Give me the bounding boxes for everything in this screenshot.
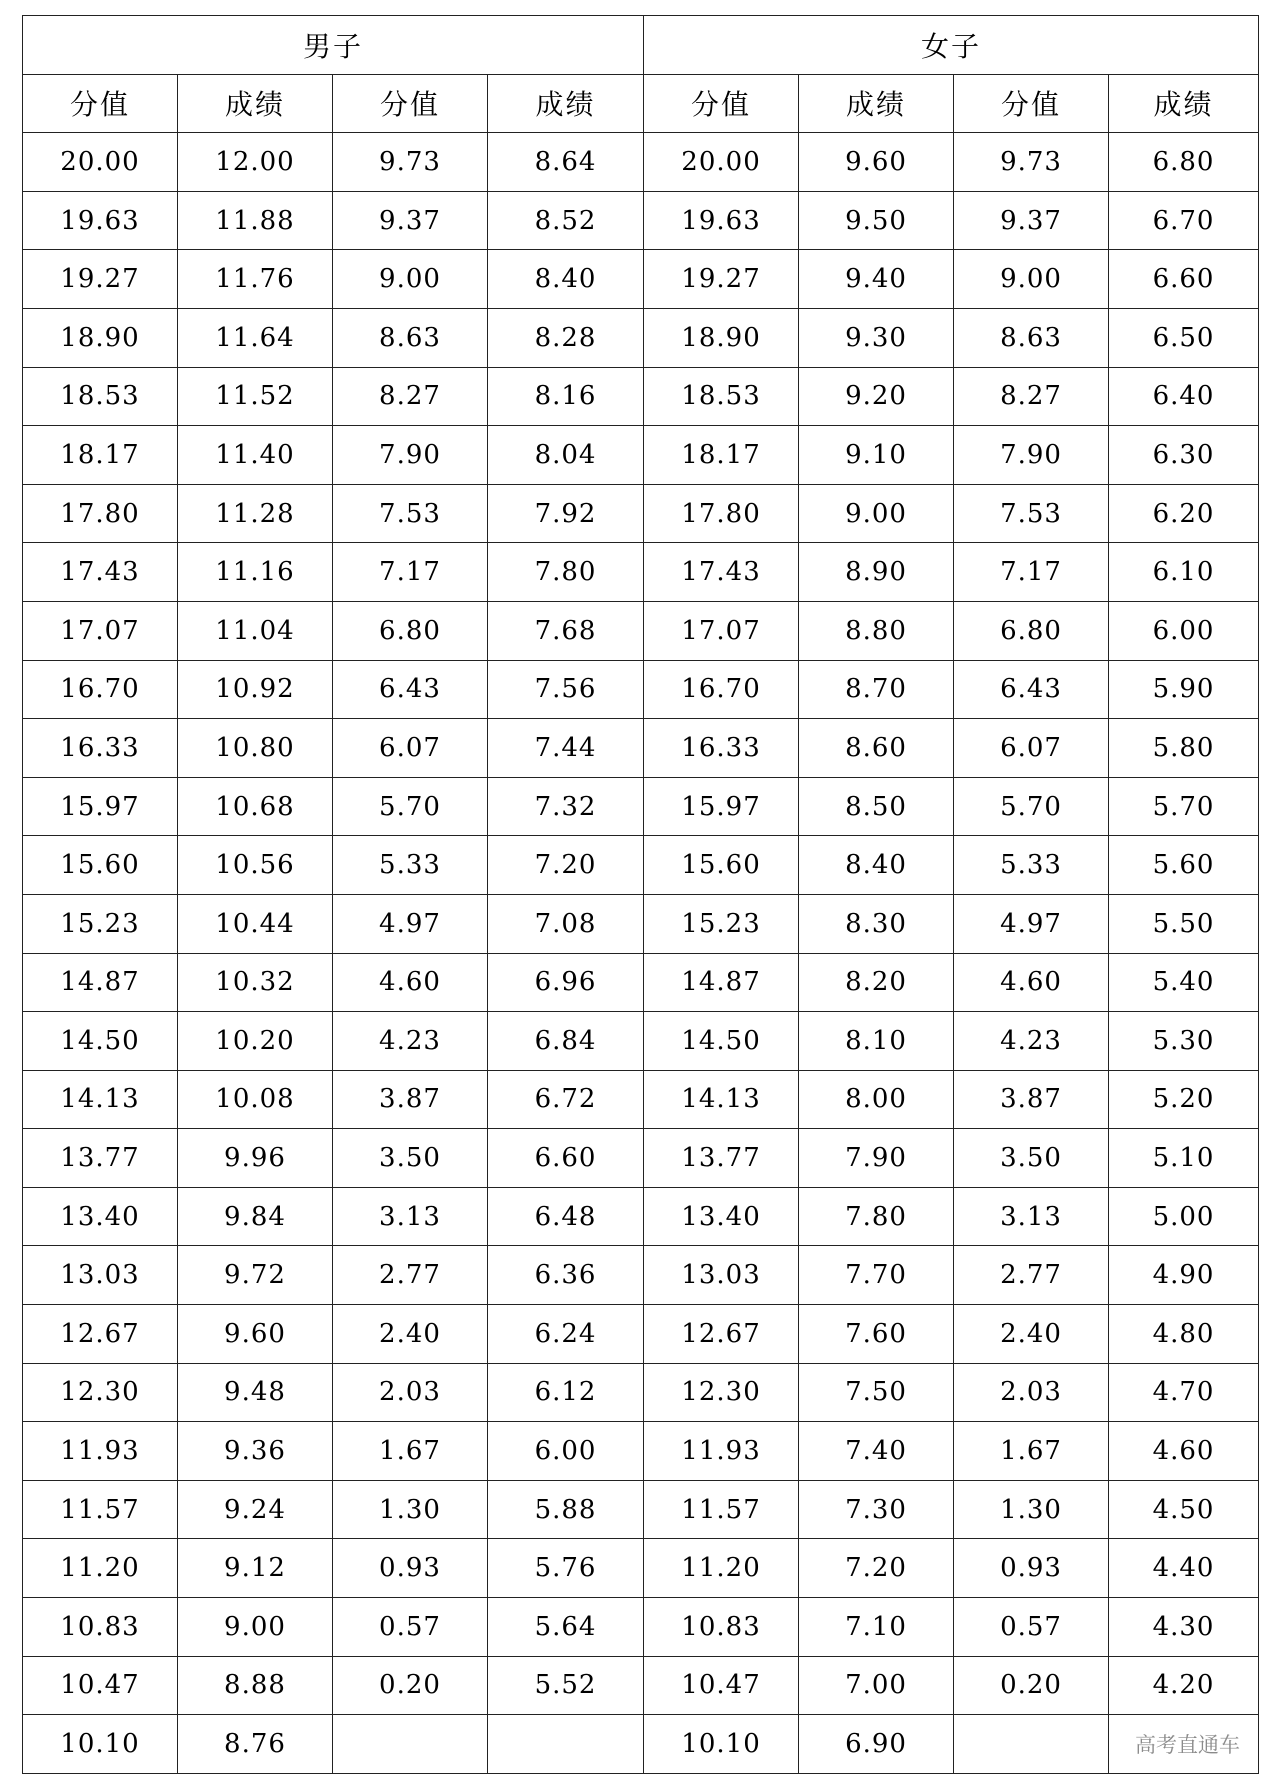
table-cell: 5.90 — [1109, 660, 1259, 719]
table-cell: 12.67 — [23, 1305, 178, 1364]
table-cell: 2.03 — [333, 1363, 488, 1422]
table-cell: 15.97 — [644, 777, 799, 836]
column-header: 成绩 — [1109, 74, 1259, 133]
table-cell: 6.60 — [488, 1129, 644, 1188]
table-cell: 14.87 — [23, 953, 178, 1012]
table-cell: 11.93 — [23, 1422, 178, 1481]
table-row — [23, 601, 1259, 660]
table-cell: 9.10 — [799, 426, 954, 485]
table-cell: 10.83 — [23, 1598, 178, 1657]
table-cell: 3.50 — [954, 1129, 1109, 1188]
table-cell: 17.07 — [644, 601, 799, 660]
table-cell: 15.97 — [23, 777, 178, 836]
table-cell: 6.90 — [799, 1715, 954, 1774]
table-row — [23, 894, 1259, 953]
table-cell: 4.60 — [333, 953, 488, 1012]
table-cell: 8.00 — [799, 1070, 954, 1129]
table-cell: 18.17 — [23, 426, 178, 485]
table-cell: 10.44 — [178, 894, 333, 953]
table-cell: 7.53 — [954, 484, 1109, 543]
table-cell: 11.20 — [23, 1539, 178, 1598]
table-cell: 1.30 — [333, 1480, 488, 1539]
table-cell: 11.40 — [178, 426, 333, 485]
table-cell: 5.20 — [1109, 1070, 1259, 1129]
table-row — [23, 250, 1259, 309]
table-cell: 11.52 — [178, 367, 333, 426]
table-cell: 5.70 — [333, 777, 488, 836]
table-cell: 17.07 — [23, 601, 178, 660]
table-cell: 7.08 — [488, 894, 644, 953]
table-row — [23, 1656, 1259, 1715]
table-cell: 19.63 — [644, 191, 799, 250]
table-cell: 9.00 — [799, 484, 954, 543]
table-cell: 3.13 — [333, 1187, 488, 1246]
table-cell: 13.77 — [644, 1129, 799, 1188]
table-cell: 5.33 — [954, 836, 1109, 895]
table-cell: 8.27 — [954, 367, 1109, 426]
table-cell: 7.20 — [799, 1539, 954, 1598]
table-cell: 15.23 — [644, 894, 799, 953]
table-cell: 10.08 — [178, 1070, 333, 1129]
table-cell: 14.50 — [644, 1012, 799, 1071]
table-cell: 8.16 — [488, 367, 644, 426]
table-cell: 7.90 — [799, 1129, 954, 1188]
table-cell: 10.68 — [178, 777, 333, 836]
table-cell: 11.93 — [644, 1422, 799, 1481]
table-cell: 2.40 — [333, 1305, 488, 1364]
table-cell: 5.76 — [488, 1539, 644, 1598]
table-cell: 6.48 — [488, 1187, 644, 1246]
table-row — [23, 836, 1259, 895]
table-cell: 0.57 — [954, 1598, 1109, 1657]
table-cell: 4.97 — [333, 894, 488, 953]
table-row — [23, 484, 1259, 543]
table-cell: 2.40 — [954, 1305, 1109, 1364]
table-cell: 17.43 — [23, 543, 178, 602]
table-cell: 5.64 — [488, 1598, 644, 1657]
table-cell: 6.12 — [488, 1363, 644, 1422]
table-cell: 7.90 — [333, 426, 488, 485]
table-cell: 11.28 — [178, 484, 333, 543]
table-row — [23, 660, 1259, 719]
table-cell: 9.96 — [178, 1129, 333, 1188]
table-cell: 8.63 — [333, 308, 488, 367]
table-cell: 18.90 — [23, 308, 178, 367]
table-cell: 4.40 — [1109, 1539, 1259, 1598]
table-cell: 16.70 — [644, 660, 799, 719]
table-cell: 4.97 — [954, 894, 1109, 953]
table-cell: 9.00 — [178, 1598, 333, 1657]
table-cell: 9.73 — [954, 133, 1109, 192]
table-cell: 8.40 — [488, 250, 644, 309]
table-cell: 7.17 — [333, 543, 488, 602]
table-cell: 11.76 — [178, 250, 333, 309]
table-cell: 10.92 — [178, 660, 333, 719]
table-cell: 9.50 — [799, 191, 954, 250]
table-cell: 7.70 — [799, 1246, 954, 1305]
table-row — [23, 1480, 1259, 1539]
table-cell: 17.80 — [23, 484, 178, 543]
table-cell: 6.10 — [1109, 543, 1259, 602]
table-cell: 0.57 — [333, 1598, 488, 1657]
table-row — [23, 1129, 1259, 1188]
table-cell: 7.92 — [488, 484, 644, 543]
table-row — [23, 1246, 1259, 1305]
table-cell: 1.67 — [954, 1422, 1109, 1481]
table-cell: 10.80 — [178, 719, 333, 778]
table-cell: 13.77 — [23, 1129, 178, 1188]
table-row — [23, 1070, 1259, 1129]
table-cell: 7.17 — [954, 543, 1109, 602]
table-cell: 6.00 — [1109, 601, 1259, 660]
table-cell: 15.60 — [23, 836, 178, 895]
table-cell: 4.23 — [954, 1012, 1109, 1071]
column-header: 分值 — [954, 74, 1109, 133]
table-cell: 8.30 — [799, 894, 954, 953]
table-cell: 6.60 — [1109, 250, 1259, 309]
table-cell: 5.88 — [488, 1480, 644, 1539]
table-cell: 17.43 — [644, 543, 799, 602]
table-cell: 9.60 — [178, 1305, 333, 1364]
table-cell: 5.70 — [1109, 777, 1259, 836]
table-cell: 5.80 — [1109, 719, 1259, 778]
table-cell — [333, 1715, 488, 1774]
table-cell: 6.00 — [488, 1422, 644, 1481]
table-cell: 6.40 — [1109, 367, 1259, 426]
table-cell: 16.33 — [644, 719, 799, 778]
table-cell: 20.00 — [23, 133, 178, 192]
table-cell: 6.80 — [954, 601, 1109, 660]
table-cell: 7.80 — [488, 543, 644, 602]
column-header: 分值 — [644, 74, 799, 133]
table-cell: 5.00 — [1109, 1187, 1259, 1246]
table-row — [23, 1363, 1259, 1422]
table-row — [23, 308, 1259, 367]
table-cell: 6.70 — [1109, 191, 1259, 250]
table-cell: 14.50 — [23, 1012, 178, 1071]
table-cell — [488, 1715, 644, 1774]
table-cell: 15.23 — [23, 894, 178, 953]
table-cell: 0.93 — [954, 1539, 1109, 1598]
table-cell: 7.56 — [488, 660, 644, 719]
table-cell: 2.77 — [954, 1246, 1109, 1305]
table-cell: 7.68 — [488, 601, 644, 660]
table-cell: 11.04 — [178, 601, 333, 660]
table-cell: 6.43 — [333, 660, 488, 719]
table-row — [23, 1539, 1259, 1598]
table-cell: 18.53 — [644, 367, 799, 426]
table-cell: 7.40 — [799, 1422, 954, 1481]
table-cell: 4.60 — [1109, 1422, 1259, 1481]
table-cell: 11.57 — [644, 1480, 799, 1539]
table-cell: 11.20 — [644, 1539, 799, 1598]
group-male: 男子 — [23, 16, 644, 75]
table-cell: 7.44 — [488, 719, 644, 778]
table-row — [23, 1305, 1259, 1364]
table-cell: 6.80 — [1109, 133, 1259, 192]
table-cell: 6.36 — [488, 1246, 644, 1305]
table-cell: 6.50 — [1109, 308, 1259, 367]
table-cell: 11.57 — [23, 1480, 178, 1539]
table-cell: 1.67 — [333, 1422, 488, 1481]
table-cell: 8.80 — [799, 601, 954, 660]
table-cell: 14.13 — [644, 1070, 799, 1129]
table-cell: 7.53 — [333, 484, 488, 543]
table-cell: 12.30 — [644, 1363, 799, 1422]
table-cell: 9.37 — [954, 191, 1109, 250]
table-cell: 19.27 — [23, 250, 178, 309]
table-cell: 9.60 — [799, 133, 954, 192]
table-cell: 5.10 — [1109, 1129, 1259, 1188]
table-cell: 10.83 — [644, 1598, 799, 1657]
table-row — [23, 1187, 1259, 1246]
column-header: 成绩 — [178, 74, 333, 133]
table-cell: 8.40 — [799, 836, 954, 895]
table-cell: 9.40 — [799, 250, 954, 309]
table-row — [23, 1012, 1259, 1071]
table-cell: 8.76 — [178, 1715, 333, 1774]
table-cell: 7.10 — [799, 1598, 954, 1657]
table-cell: 9.00 — [954, 250, 1109, 309]
table-row — [23, 426, 1259, 485]
table-cell: 4.20 — [1109, 1656, 1259, 1715]
column-header: 分值 — [333, 74, 488, 133]
table-cell: 15.60 — [644, 836, 799, 895]
table-cell: 8.20 — [799, 953, 954, 1012]
table-cell: 4.60 — [954, 953, 1109, 1012]
column-header-row — [23, 74, 1259, 133]
table-cell: 10.32 — [178, 953, 333, 1012]
table-cell: 7.00 — [799, 1656, 954, 1715]
table-cell: 4.80 — [1109, 1305, 1259, 1364]
table-cell: 11.88 — [178, 191, 333, 250]
table-cell: 17.80 — [644, 484, 799, 543]
table-cell: 5.52 — [488, 1656, 644, 1715]
table-cell: 10.47 — [644, 1656, 799, 1715]
group-female: 女子 — [644, 16, 1259, 75]
table-cell: 6.07 — [954, 719, 1109, 778]
table-cell: 7.30 — [799, 1480, 954, 1539]
table-body — [23, 16, 1259, 1774]
table-cell: 11.16 — [178, 543, 333, 602]
table-row — [23, 367, 1259, 426]
table-cell: 4.50 — [1109, 1480, 1259, 1539]
table-cell: 13.03 — [23, 1246, 178, 1305]
table-cell: 9.12 — [178, 1539, 333, 1598]
table-cell: 16.70 — [23, 660, 178, 719]
table-cell: 9.48 — [178, 1363, 333, 1422]
table-cell: 4.90 — [1109, 1246, 1259, 1305]
table-cell: 8.52 — [488, 191, 644, 250]
table-cell: 7.90 — [954, 426, 1109, 485]
table-cell: 5.40 — [1109, 953, 1259, 1012]
table-cell: 5.30 — [1109, 1012, 1259, 1071]
table-row — [23, 1598, 1259, 1657]
table-cell: 7.80 — [799, 1187, 954, 1246]
table-cell: 9.30 — [799, 308, 954, 367]
table-cell: 8.10 — [799, 1012, 954, 1071]
table-cell: 8.50 — [799, 777, 954, 836]
table-cell: 6.43 — [954, 660, 1109, 719]
table-row — [23, 953, 1259, 1012]
table-cell: 9.84 — [178, 1187, 333, 1246]
table-cell — [954, 1715, 1109, 1774]
table-cell: 18.53 — [23, 367, 178, 426]
table-cell: 12.00 — [178, 133, 333, 192]
table-cell: 9.00 — [333, 250, 488, 309]
table-cell: 9.36 — [178, 1422, 333, 1481]
table-cell: 8.63 — [954, 308, 1109, 367]
table-cell: 1.30 — [954, 1480, 1109, 1539]
table-cell: 3.87 — [333, 1070, 488, 1129]
table-cell: 2.77 — [333, 1246, 488, 1305]
table-cell: 6.30 — [1109, 426, 1259, 485]
watermark-text: 高考直通车 — [1135, 1733, 1241, 1758]
table-cell: 16.33 — [23, 719, 178, 778]
table-row — [23, 133, 1259, 192]
table-cell: 14.13 — [23, 1070, 178, 1129]
table-row — [23, 777, 1259, 836]
table-cell: 7.20 — [488, 836, 644, 895]
table-cell: 6.24 — [488, 1305, 644, 1364]
table-cell: 8.60 — [799, 719, 954, 778]
table-cell: 5.33 — [333, 836, 488, 895]
table-cell: 5.60 — [1109, 836, 1259, 895]
table-cell: 10.20 — [178, 1012, 333, 1071]
table-cell: 8.04 — [488, 426, 644, 485]
table-row — [23, 543, 1259, 602]
table-cell: 9.20 — [799, 367, 954, 426]
table-cell: 9.37 — [333, 191, 488, 250]
table-cell: 4.30 — [1109, 1598, 1259, 1657]
table-cell: 6.72 — [488, 1070, 644, 1129]
table-cell: 13.03 — [644, 1246, 799, 1305]
column-header: 分值 — [23, 74, 178, 133]
table-cell: 12.67 — [644, 1305, 799, 1364]
table-cell: 10.47 — [23, 1656, 178, 1715]
table-cell: 11.64 — [178, 308, 333, 367]
table-row — [23, 1422, 1259, 1481]
table-cell: 19.63 — [23, 191, 178, 250]
table-cell: 8.27 — [333, 367, 488, 426]
table-row — [23, 191, 1259, 250]
table-cell — [1109, 1715, 1259, 1774]
table-cell: 10.56 — [178, 836, 333, 895]
table-cell: 6.80 — [333, 601, 488, 660]
table-cell: 9.73 — [333, 133, 488, 192]
table-cell: 18.17 — [644, 426, 799, 485]
table-row — [23, 719, 1259, 778]
table-cell: 0.20 — [333, 1656, 488, 1715]
table-cell: 18.90 — [644, 308, 799, 367]
table-cell: 0.93 — [333, 1539, 488, 1598]
table-cell: 3.13 — [954, 1187, 1109, 1246]
table-cell: 5.70 — [954, 777, 1109, 836]
table-cell: 7.60 — [799, 1305, 954, 1364]
table-cell: 9.72 — [178, 1246, 333, 1305]
group-header-row — [23, 16, 1259, 75]
table-cell: 6.20 — [1109, 484, 1259, 543]
table-cell: 3.87 — [954, 1070, 1109, 1129]
table-cell: 19.27 — [644, 250, 799, 309]
table-cell: 6.96 — [488, 953, 644, 1012]
table-row — [23, 1715, 1259, 1774]
table-cell: 4.23 — [333, 1012, 488, 1071]
table-cell: 8.28 — [488, 308, 644, 367]
table-cell: 10.10 — [23, 1715, 178, 1774]
table-cell: 3.50 — [333, 1129, 488, 1188]
table-cell: 12.30 — [23, 1363, 178, 1422]
table-cell: 6.84 — [488, 1012, 644, 1071]
table-cell: 4.70 — [1109, 1363, 1259, 1422]
table-cell: 8.70 — [799, 660, 954, 719]
table-cell: 8.90 — [799, 543, 954, 602]
table-cell: 8.88 — [178, 1656, 333, 1715]
column-header: 成绩 — [799, 74, 954, 133]
table-cell: 5.50 — [1109, 894, 1259, 953]
table-cell: 13.40 — [23, 1187, 178, 1246]
table-cell: 14.87 — [644, 953, 799, 1012]
table-cell: 7.50 — [799, 1363, 954, 1422]
table-cell: 0.20 — [954, 1656, 1109, 1715]
table-cell: 8.64 — [488, 133, 644, 192]
table-cell: 9.24 — [178, 1480, 333, 1539]
table-cell: 7.32 — [488, 777, 644, 836]
table-cell: 6.07 — [333, 719, 488, 778]
table-cell: 20.00 — [644, 133, 799, 192]
table-cell: 10.10 — [644, 1715, 799, 1774]
table-cell: 2.03 — [954, 1363, 1109, 1422]
column-header: 成绩 — [488, 74, 644, 133]
table-cell: 13.40 — [644, 1187, 799, 1246]
score-table — [22, 15, 1259, 1774]
